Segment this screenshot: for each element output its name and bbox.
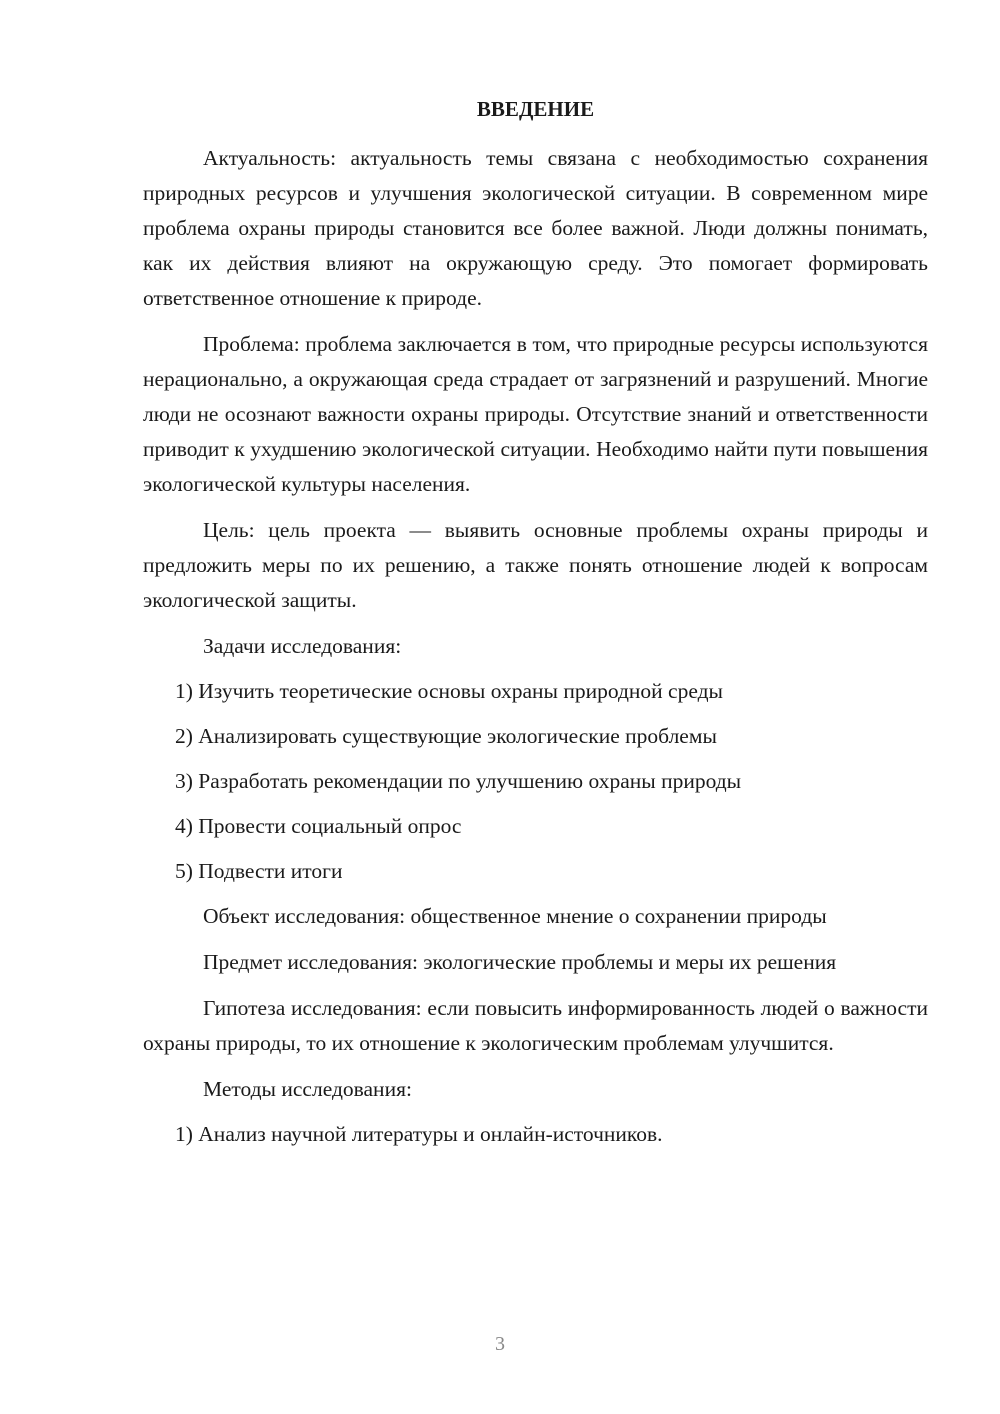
methods-list (143, 1117, 928, 1152)
relevance-paragraph: Актуальность: актуальность темы связана с необходимостью сохранения природных ресурсов и улучшения экологической ситуации. В современном мире проблема охраны природы становится все более важной. Люди должны понимать, как их действия влияют на окружающую среду. Это помогает формировать ответственное отношение к природе. (143, 146, 928, 310)
problem-paragraph: Проблема: проблема заключается в том, что природные ресурсы используются нерационально, а окружающая среда страдает от загрязнений и разрушений. Многие люди не осознают важности охраны природы. Отсутствие знаний и ответственности приводит к ухудшению экологической ситуации. Необходимо найти пути повышения экологической культуры населения. (143, 332, 928, 496)
page-number: 3 (495, 1333, 505, 1355)
goal-paragraph: Цель: цель проекта — выявить основные проблемы охраны природы и предложить меры по их решению, а также понять отношение людей к вопросам экологической защиты. (143, 518, 928, 612)
document-page (143, 92, 928, 1162)
method-item: 1) Анализ научной литературы и онлайн-источников. (175, 1122, 663, 1146)
subject-paragraph: Предмет исследования: экологические проблемы и меры их решения (203, 950, 837, 974)
methods-heading: Методы исследования: (203, 1077, 412, 1101)
section-title: ВВЕДЕНИЕ (476, 97, 595, 121)
hypothesis-paragraph: Гипотеза исследования: если повысить информированность людей о важности охраны природы, то их отношение к экологическим проблемам улучшится. (143, 996, 928, 1055)
task-item: 1) Изучить теоретические основы охраны природной среды (175, 679, 723, 703)
tasks-heading: Задачи исследования: (203, 634, 402, 658)
tasks-list (143, 674, 928, 889)
task-item: 2) Анализировать существующие экологические проблемы (175, 724, 717, 748)
task-item: 4) Провести социальный опрос (175, 814, 462, 838)
object-paragraph: Объект исследования: общественное мнение о сохранении природы (203, 904, 827, 928)
task-item: 3) Разработать рекомендации по улучшению охраны природы (175, 769, 742, 793)
task-item: 5) Подвести итоги (175, 859, 343, 883)
